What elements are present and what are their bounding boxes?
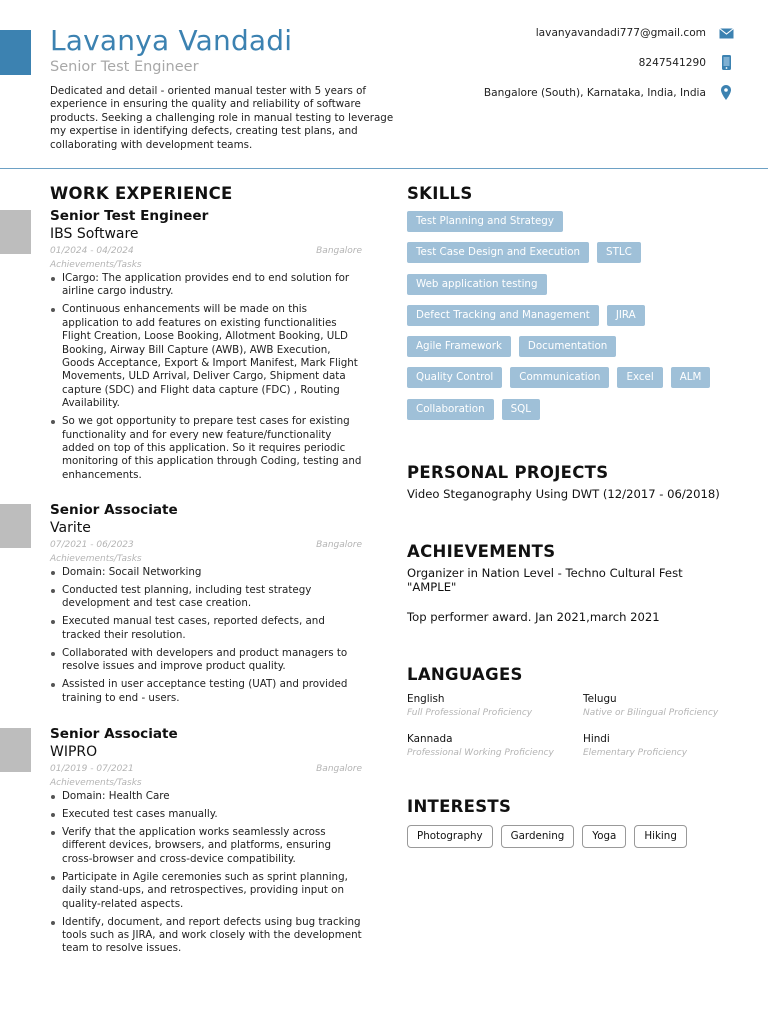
interest-tag: Photography xyxy=(407,825,493,848)
job-tasks-label: Achievements/Tasks xyxy=(50,778,142,788)
job-bullet: Verify that the application works seamlessly across different devices, browsers, and platforms, ensuring cross-browser and cross-device compatibility. xyxy=(50,826,362,866)
work-experience-heading: WORK EXPERIENCE xyxy=(50,184,233,203)
job-marker xyxy=(0,210,31,254)
achievements-heading: ACHIEVEMENTS xyxy=(407,542,556,561)
job-bullet: Assisted in user acceptance testing (UAT) and provided training to end - users. xyxy=(50,678,362,705)
envelope-icon xyxy=(718,28,734,39)
header-accent-bar xyxy=(0,30,31,75)
candidate-role: Senior Test Engineer xyxy=(50,59,199,75)
job-dates: 07/2021 - 06/2023 xyxy=(50,540,134,550)
job-bullet: Identify, document, and report defects using bug tracking tools such as JIRA, and work closely with the development team to resolve issues. xyxy=(50,916,362,956)
job-bullet: Executed test cases manually. xyxy=(50,808,362,821)
skill-tag: Web application testing xyxy=(407,274,547,295)
job-bullet: Executed manual test cases, reported defects, and tracked their resolution. xyxy=(50,615,362,642)
job-bullet: So we got opportunity to prepare test cases for existing functionality and for every new feature/functionality added on top of this application. So it requires periodic monitoring of this application through Coding, testing and enhancements. xyxy=(50,415,362,482)
interest-tag: Gardening xyxy=(501,825,575,848)
contact-email-row[interactable] xyxy=(536,27,734,39)
contact-phone[interactable]: 8247541290 xyxy=(638,56,706,69)
languages-heading: LANGUAGES xyxy=(407,665,523,684)
language-level: Elementary Proficiency xyxy=(583,748,688,758)
job-dates: 01/2024 - 04/2024 xyxy=(50,246,134,256)
job-marker xyxy=(0,728,31,772)
skill-tag: Test Case Design and Execution xyxy=(407,242,589,263)
language-level: Full Professional Proficiency xyxy=(407,708,533,718)
candidate-name: Lavanya Vandadi xyxy=(50,24,293,57)
language-item xyxy=(407,733,554,760)
achievement-item: Organizer in Nation Level - Techno Cultural Fest "AMPLE" xyxy=(407,566,683,594)
skill-tag: ALM xyxy=(671,367,711,388)
skill-tag: JIRA xyxy=(607,305,645,326)
skill-tag: SQL xyxy=(502,399,540,420)
personal-projects-heading: PERSONAL PROJECTS xyxy=(407,463,609,482)
contact-location-row xyxy=(484,85,734,100)
language-name: Telugu xyxy=(583,693,617,705)
skills-heading: SKILLS xyxy=(407,184,473,203)
skill-tag: Test Planning and Strategy xyxy=(407,211,563,232)
project-item: Video Steganography Using DWT (12/2017 - 06/2018) xyxy=(407,487,720,501)
header-divider xyxy=(0,168,768,169)
job-company: Varite xyxy=(50,520,91,536)
skill-tag: Communication xyxy=(510,367,609,388)
job-bullet: Domain: Health Care xyxy=(50,790,362,803)
job-bullet: Domain: Socail Networking xyxy=(50,566,362,579)
skill-tag: Excel xyxy=(617,367,662,388)
job-company: WIPRO xyxy=(50,744,98,760)
job-marker xyxy=(0,504,31,548)
job-bullet: Conducted test planning, including test strategy development and test case creation. xyxy=(50,584,362,611)
job-location: Bangalore xyxy=(316,540,362,550)
achievement-item: Top performer award. Jan 2021,march 2021 xyxy=(407,610,660,624)
skill-tag: Collaboration xyxy=(407,399,494,420)
job-entry-varite xyxy=(50,502,362,710)
language-name: Hindi xyxy=(583,733,610,745)
phone-icon xyxy=(718,55,734,70)
contact-email[interactable]: lavanyavandadi777@gmail.com xyxy=(535,27,706,39)
job-bullet: Collaborated with developers and product managers to resolve issues and improve product quality. xyxy=(50,647,362,674)
job-entry-wipro xyxy=(50,726,362,960)
job-location: Bangalore xyxy=(316,764,362,774)
language-item xyxy=(583,733,687,760)
language-level: Native or Bilingual Proficiency xyxy=(583,708,719,718)
skill-tag: Agile Framework xyxy=(407,336,511,357)
language-item xyxy=(407,693,532,720)
contact-phone-row[interactable] xyxy=(639,55,734,70)
language-level: Professional Working Proficiency xyxy=(407,748,554,758)
contact-location: Bangalore (South), Karnataka, India, India xyxy=(483,86,706,99)
job-bullet-list xyxy=(50,566,362,705)
job-title: Senior Associate xyxy=(50,502,178,518)
job-meta xyxy=(50,763,362,776)
location-pin-icon xyxy=(718,85,734,100)
job-location: Bangalore xyxy=(316,246,362,256)
language-name: English xyxy=(407,693,445,705)
profile-summary: Dedicated and detail - oriented manual tester with 5 years of experience in ensuring the quality and reliability of software products. Seeking a challenging role in manual testing to leverage my expertise in identifying defects, creating test plans, and collaborating with development teams. xyxy=(50,85,394,151)
job-bullet: Continuous enhancements will be made on this application to add features on existing functionalities Flight Creation, Loose Booking, Allotment Booking, ULD Booking, Airway Bill Capture (AWB), AWB Execution, Goods Acceptance, Export & Import Manifest, Mark Flight Movements, ULD Arrival, Deliver Cargo, Shipment data capture (SDC) and Flight data capture (FDC) , Routing Availability. xyxy=(50,303,362,410)
job-bullet-list xyxy=(50,272,362,482)
job-bullet-list xyxy=(50,790,362,956)
job-dates: 01/2019 - 07/2021 xyxy=(50,764,134,774)
skill-tag: Quality Control xyxy=(407,367,502,388)
interest-tag: Hiking xyxy=(634,825,687,848)
interest-tag: Yoga xyxy=(582,825,626,848)
job-entry-ibs xyxy=(50,208,362,487)
skill-tag: STLC xyxy=(597,242,641,263)
job-title: Senior Associate xyxy=(50,726,178,742)
skills-tag-list xyxy=(407,211,737,430)
job-tasks-label: Achievements/Tasks xyxy=(50,554,142,564)
language-name: Kannada xyxy=(407,733,453,745)
job-title: Senior Test Engineer xyxy=(50,208,209,224)
job-meta xyxy=(50,539,362,552)
job-bullet: Participate in Agile ceremonies such as sprint planning, daily stand-ups, and retrospectives, providing input on quality-related aspects. xyxy=(50,871,362,911)
job-tasks-label: Achievements/Tasks xyxy=(50,260,142,270)
interests-heading: INTERESTS xyxy=(407,797,512,816)
job-bullet: ICargo: The application provides end to end solution for airline cargo industry. xyxy=(50,272,362,299)
language-item xyxy=(583,693,718,720)
skill-tag: Documentation xyxy=(519,336,616,357)
interests-tag-list xyxy=(407,825,695,848)
skill-tag: Defect Tracking and Management xyxy=(407,305,599,326)
job-meta xyxy=(50,245,362,258)
job-company: IBS Software xyxy=(50,226,139,242)
